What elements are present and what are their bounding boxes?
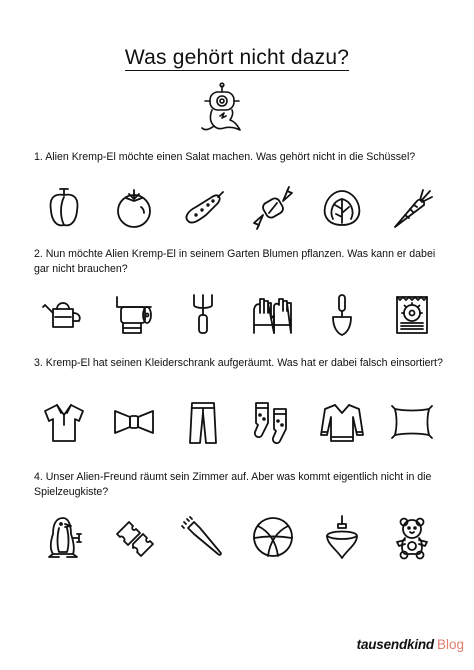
lettuce-icon[interactable] [319, 185, 365, 231]
trowel-icon[interactable] [319, 291, 365, 337]
seed-packet-icon[interactable] [389, 291, 435, 337]
bell-pepper-icon[interactable] [41, 185, 87, 231]
question-1-images [38, 180, 438, 236]
bow-tie-icon[interactable] [111, 399, 157, 445]
tomato-icon[interactable] [111, 185, 157, 231]
brand-suffix: Blog [436, 637, 464, 652]
ball-icon[interactable] [250, 514, 296, 560]
penguin-toy-icon[interactable] [41, 514, 87, 560]
question-4-images [38, 509, 438, 565]
pillow-icon[interactable] [389, 399, 435, 445]
carrot-icon[interactable] [389, 185, 435, 231]
hand-rake-icon[interactable] [180, 291, 226, 337]
footer-logo[interactable] [357, 637, 464, 652]
question-2-text: 2. Nun möchte Alien Kremp-El in seinem Garten Blumen pflanzen. Was kann er dabei gar nicht brauchen? [34, 248, 436, 275]
toilet-paper-icon[interactable] [111, 291, 157, 337]
question-3-images [38, 394, 438, 450]
polo-shirt-icon[interactable] [41, 399, 87, 445]
spinning-top-icon[interactable] [319, 514, 365, 560]
page-title: Was gehört nicht dazu? [124, 46, 350, 69]
brand-name: tausendkind [356, 637, 434, 652]
gardening-gloves-icon[interactable] [250, 291, 296, 337]
sweater-icon[interactable] [319, 399, 365, 445]
cucumber-icon[interactable] [180, 185, 226, 231]
question-1-text: 1. Alien Kremp-El möchte einen Salat machen. Was gehört nicht in die Schüssel? [34, 151, 416, 163]
puzzle-icon[interactable] [111, 514, 157, 560]
question-2-images [38, 286, 438, 342]
trousers-icon[interactable] [180, 399, 226, 445]
alien-icon [196, 82, 248, 138]
socks-icon[interactable] [250, 399, 296, 445]
question-4-text: 4. Unser Alien-Freund räumt sein Zimmer auf. Aber was kommt eigentlich nicht in die Spielzeugkiste? [34, 471, 432, 498]
teddy-bear-icon[interactable] [389, 514, 435, 560]
toothbrush-icon[interactable] [180, 514, 226, 560]
watering-can-icon[interactable] [41, 291, 87, 337]
candy-icon[interactable] [250, 185, 296, 231]
question-3-text: 3. Kremp-El hat seinen Kleiderschrank aufgeräumt. Was hat er dabei falsch einsortiert? [34, 357, 443, 369]
